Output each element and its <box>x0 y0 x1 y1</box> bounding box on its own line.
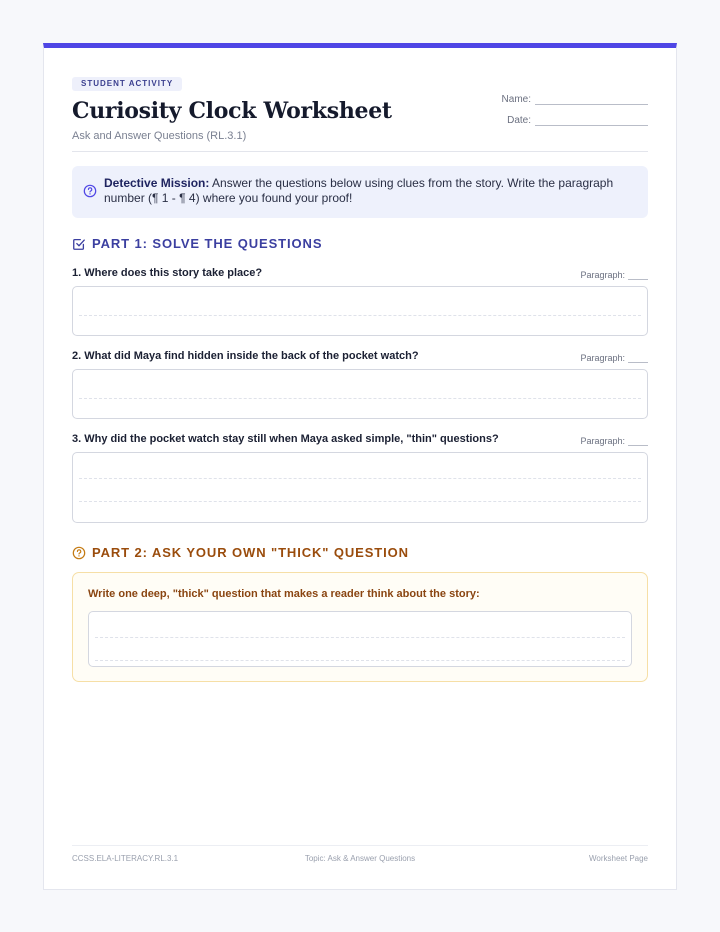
paragraph-label: Paragraph: <box>580 270 625 280</box>
question-row-2 <box>72 350 648 362</box>
paragraph-label: Paragraph: <box>580 436 625 446</box>
detective-mission-callout <box>72 166 648 218</box>
question-circle-icon <box>83 184 97 198</box>
name-label: Name: <box>501 94 531 105</box>
date-label: Date: <box>507 115 531 126</box>
paragraph-line[interactable] <box>628 274 648 280</box>
answer-rule <box>79 315 641 316</box>
question-row-3 <box>72 433 648 445</box>
answer-box-1[interactable] <box>72 286 648 336</box>
part2-title: PART 2: ASK YOUR OWN "THICK" QUESTION <box>92 545 409 560</box>
part1-title: PART 1: SOLVE THE QUESTIONS <box>92 236 323 251</box>
mission-text: Answer the questions below using clues from the story. Write the paragraph number (¶ 1 - ¶ 4) where you found your proof! <box>104 176 614 205</box>
footer-divider <box>72 845 648 846</box>
student-activity-badge: STUDENT ACTIVITY <box>72 77 182 91</box>
paragraph-label: Paragraph: <box>580 353 625 363</box>
worksheet-page <box>43 43 677 890</box>
paragraph-field-3[interactable] <box>580 436 648 446</box>
question-text-3: 3. Why did the pocket watch stay still when Maya asked simple, "thin" questions? <box>72 433 499 445</box>
answer-box-2[interactable] <box>72 369 648 419</box>
footer-standard: CCSS.ELA-LITERACY.RL.3.1 <box>72 854 179 863</box>
footer-topic: Topic: Ask & Answer Questions <box>304 854 416 863</box>
part2-heading <box>72 545 409 560</box>
date-line[interactable] <box>535 118 648 126</box>
mission-lead: Detective Mission: <box>104 176 210 190</box>
question-text-1: 1. Where does this story take place? <box>72 267 263 279</box>
question-row-1 <box>72 267 648 279</box>
paragraph-field-2[interactable] <box>580 353 648 363</box>
paragraph-field-1[interactable] <box>580 270 648 280</box>
paragraph-line[interactable] <box>628 357 648 363</box>
thick-question-answer-box[interactable] <box>88 611 632 667</box>
name-field[interactable] <box>502 94 648 105</box>
answer-box-3[interactable] <box>72 452 648 523</box>
answer-rule <box>95 637 625 638</box>
page-subtitle: Ask and Answer Questions (RL.3.1) <box>72 130 247 142</box>
footer-page-label: Worksheet Page <box>589 854 648 863</box>
paragraph-line[interactable] <box>628 440 648 446</box>
date-field[interactable] <box>507 115 648 126</box>
name-line[interactable] <box>535 97 648 105</box>
answer-rule <box>95 660 625 661</box>
header-divider <box>72 151 648 152</box>
check-square-icon <box>72 237 86 251</box>
thick-question-prompt: Write one deep, "thick" question that makes a reader think about the story: <box>88 588 480 600</box>
thick-question-panel <box>72 572 648 682</box>
answer-rule <box>79 501 641 502</box>
answer-rule <box>79 478 641 479</box>
question-circle-icon <box>72 546 86 560</box>
page-title: Curiosity Clock Worksheet <box>72 98 392 124</box>
answer-rule <box>79 398 641 399</box>
part1-heading <box>72 236 322 251</box>
question-text-2: 2. What did Maya find hidden inside the back of the pocket watch? <box>72 350 419 362</box>
